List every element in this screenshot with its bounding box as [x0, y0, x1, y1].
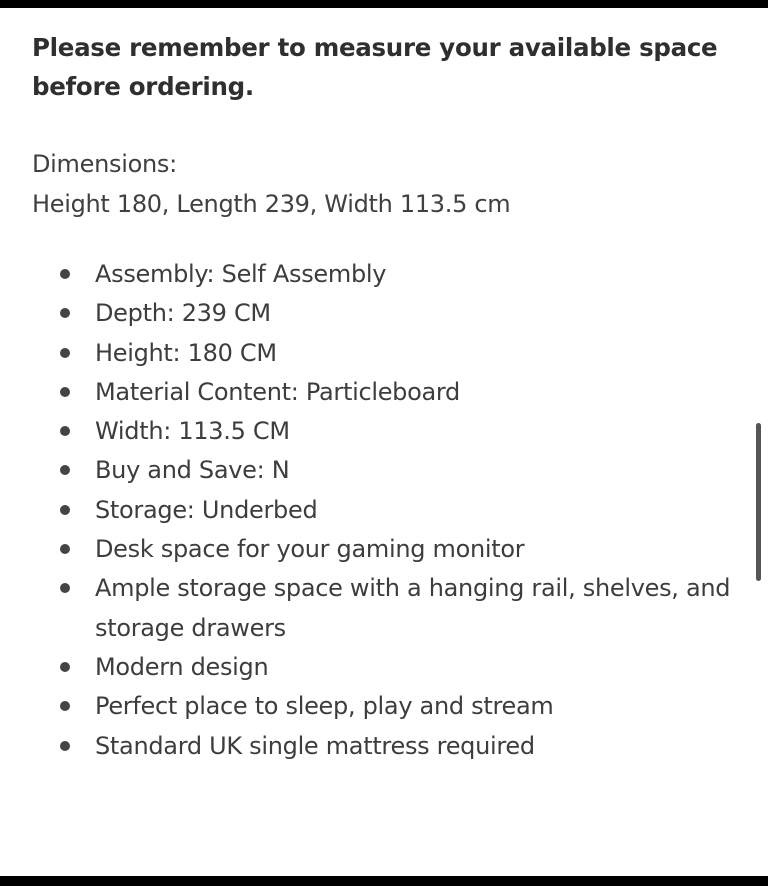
feature-text: Storage: Underbed: [95, 495, 318, 524]
list-item: [32, 569, 732, 648]
list-item: [32, 294, 732, 333]
list-item: [32, 255, 732, 294]
bullet-icon: [60, 308, 70, 318]
dimensions-label: Dimensions:: [32, 150, 177, 178]
bullet-icon: [60, 426, 70, 436]
list-item: [32, 412, 732, 451]
bullet-icon: [60, 387, 70, 397]
bullet-icon: [60, 662, 70, 672]
dimensions-section: [32, 144, 732, 224]
feature-text: Standard UK single mattress required: [95, 731, 535, 760]
bullet-icon: [60, 741, 70, 751]
feature-text: Height: 180 CM: [95, 338, 277, 367]
feature-text: Ample storage space with a hanging rail, shelves, and storage drawers: [95, 574, 731, 642]
bullet-icon: [60, 701, 70, 711]
feature-text: Width: 113.5 CM: [95, 417, 290, 446]
dimensions-value: Height 180, Length 239, Width 113.5 cm: [32, 190, 511, 218]
measure-notice: Please remember to measure your available space before ordering.: [32, 33, 718, 101]
feature-text: Buy and Save: N: [95, 456, 290, 485]
feature-text: Material Content: Particleboard: [95, 377, 460, 406]
feature-text: Modern design: [95, 652, 269, 681]
list-item: [32, 491, 732, 530]
bullet-icon: [60, 583, 70, 593]
bullet-icon: [60, 465, 70, 475]
feature-text: Desk space for your gaming monitor: [95, 535, 525, 564]
bullet-icon: [60, 348, 70, 358]
bullet-icon: [60, 505, 70, 515]
list-item: [32, 451, 732, 490]
list-item: [32, 727, 732, 766]
list-item: [32, 687, 732, 726]
bullet-icon: [60, 269, 70, 279]
feature-text: Perfect place to sleep, play and stream: [95, 692, 554, 721]
product-details-content: [32, 28, 732, 766]
list-item: [32, 373, 732, 412]
scrollbar[interactable]: [756, 423, 761, 581]
list-item: [32, 648, 732, 687]
feature-text: Assembly: Self Assembly: [95, 260, 387, 288]
feature-list: [32, 255, 732, 766]
list-item: [32, 334, 732, 373]
product-details-screen: [0, 8, 768, 876]
bullet-icon: [60, 544, 70, 554]
feature-text: Depth: 239 CM: [95, 299, 271, 328]
list-item: [32, 530, 732, 569]
